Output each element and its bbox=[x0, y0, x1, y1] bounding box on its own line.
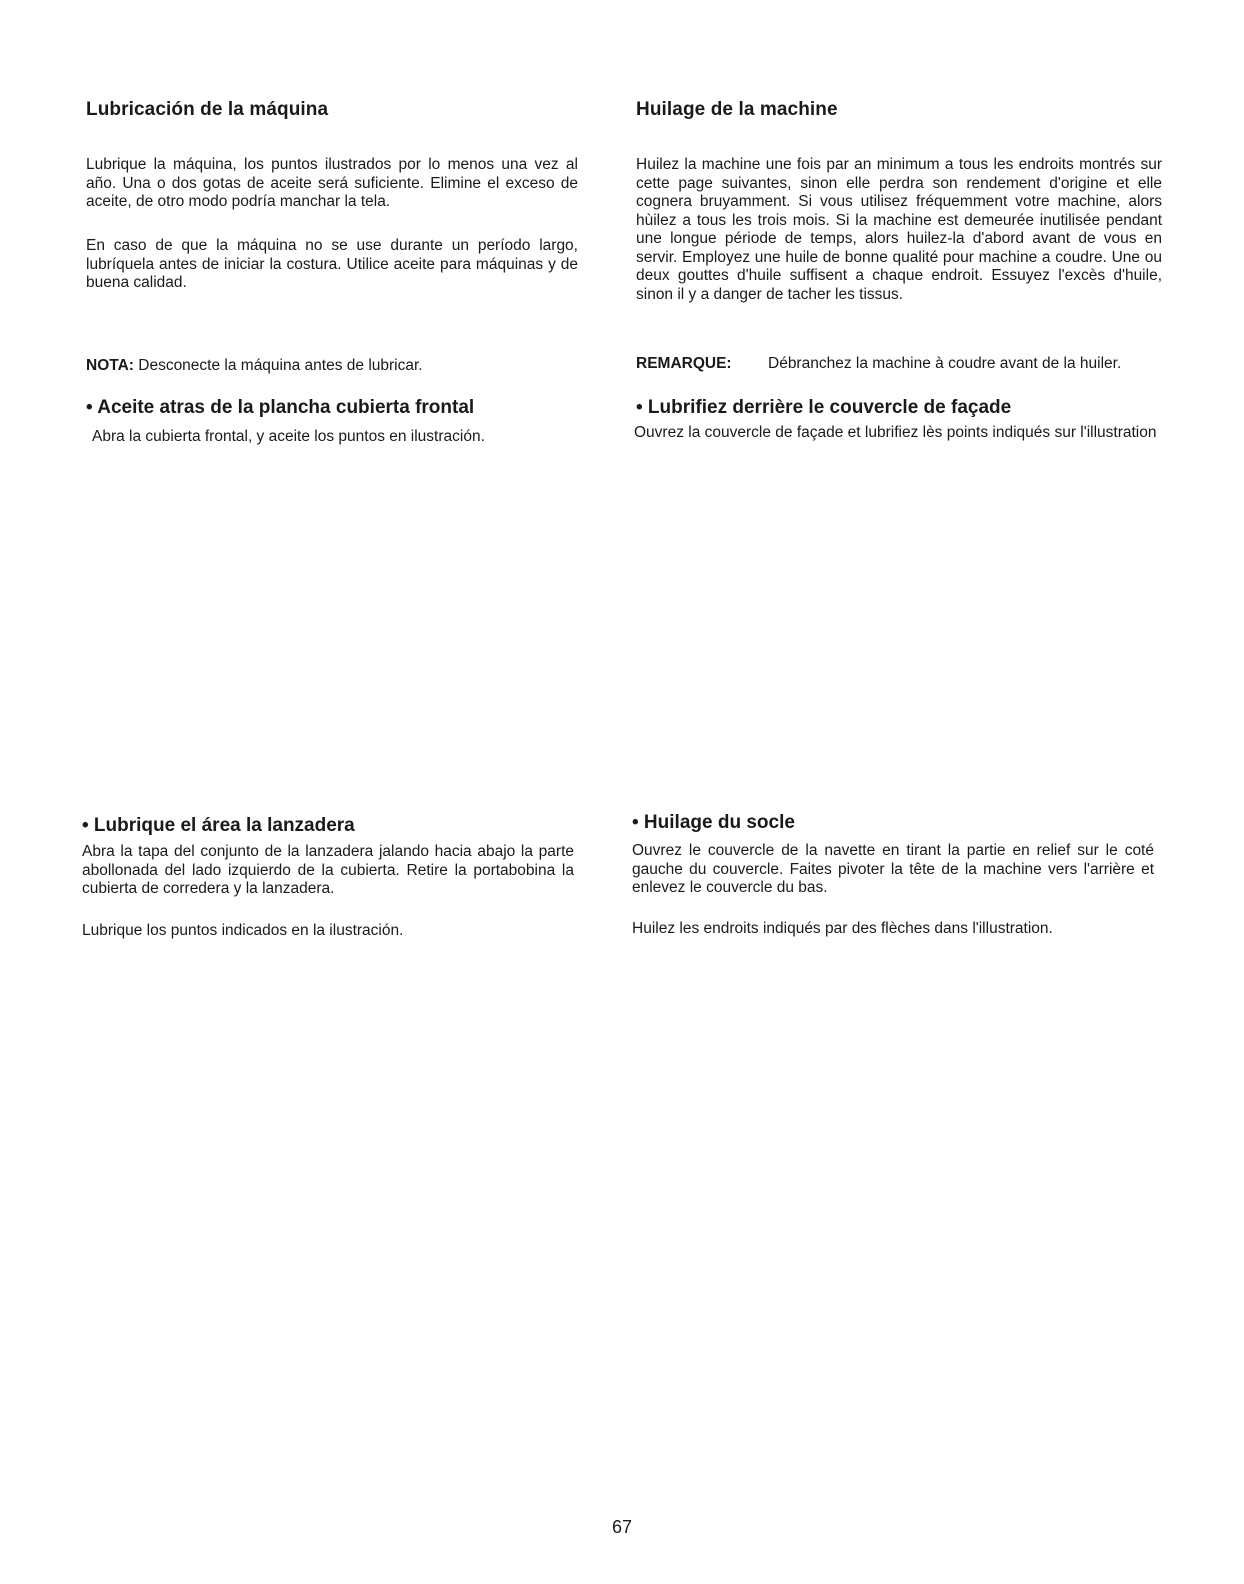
french-paragraph-1: Huilez la machine une fois par an minimum a tous les endroits montrés sur cette page suivantes, sinon elle perdra son rendement d'origine et elle cognera bruyamment. Si vous utilisez fréquemment votre machine, alors hùilez a tous les trois mois. Si la machine est demeurée inutilisée pendant une longue période de temps, alors huilez-la d'abord avant de vous en servir. Employez une huile de bonne qualité pour machine a coudre. Une ou deux gouttes d'huile suffisent a chaque endroit. Essuyez l'excès d'huile, sinon il y a danger de tacher les tissus. bbox=[636, 156, 1162, 303]
spanish-paragraph-1: Lubrique la máquina, los puntos ilustrados por lo menos una vez al año. Una o dos gotas de aceite será suficiente. Elimine el exceso de aceite, de otro modo podría manchar la tela. bbox=[86, 156, 578, 210]
french-section-2-text-2: Huilez les endroits indiqués par des flèches dans l'illustration. bbox=[632, 920, 1053, 937]
spanish-section-1-title: • Aceite atras de la plancha cubierta frontal bbox=[86, 397, 475, 418]
spanish-section-1-text: Abra la cubierta frontal, y aceite los puntos en ilustración. bbox=[92, 428, 485, 445]
remarque-text: Débranchez la machine à coudre avant de la huiler. bbox=[768, 355, 1122, 372]
page-number: 67 bbox=[611, 1517, 633, 1537]
french-remarque bbox=[636, 355, 1136, 374]
french-section-1-title: • Lubrifiez derrière le couvercle de façade bbox=[636, 397, 1012, 418]
remarque-label: REMARQUE: bbox=[636, 355, 732, 372]
note-label: NOTA: bbox=[86, 357, 134, 374]
spanish-note bbox=[86, 357, 423, 376]
french-section-2-text-1: Ouvrez le couvercle de la navette en tirant la partie en relief sur le coté gauche du couvercle. Faites pivoter la tête de la machine vers l'arrière et enlevez le couvercle du bas. bbox=[632, 842, 1154, 896]
note-text: Desconecte la máquina antes de lubricar. bbox=[138, 357, 423, 374]
spanish-section-2-text-1: Abra la tapa del conjunto de la lanzadera jalando hacia abajo la parte abollonada del lado izquierdo de la cubierta. Retire la portabobina la cubierta de corredera y la lanzadera. bbox=[82, 843, 574, 897]
spanish-title: Lubricación de la máquina bbox=[86, 99, 329, 120]
spanish-section-2-title: • Lubrique el área la lanzadera bbox=[82, 815, 355, 836]
spanish-section-2-text-2: Lubrique los puntos indicados en la ilustración. bbox=[82, 922, 404, 939]
spanish-paragraph-2: En caso de que la máquina no se use durante un período largo, lubríquela antes de iniciar la costura. Utilice aceite para máquinas y de buena calidad. bbox=[86, 237, 578, 291]
french-section-2-title: • Huilage du socle bbox=[632, 812, 795, 833]
french-section-1-text: Ouvrez la couvercle de façade et lubrifiez lès points indiqués sur l'illustration bbox=[634, 424, 1157, 441]
french-title: Huilage de la machine bbox=[636, 99, 838, 120]
